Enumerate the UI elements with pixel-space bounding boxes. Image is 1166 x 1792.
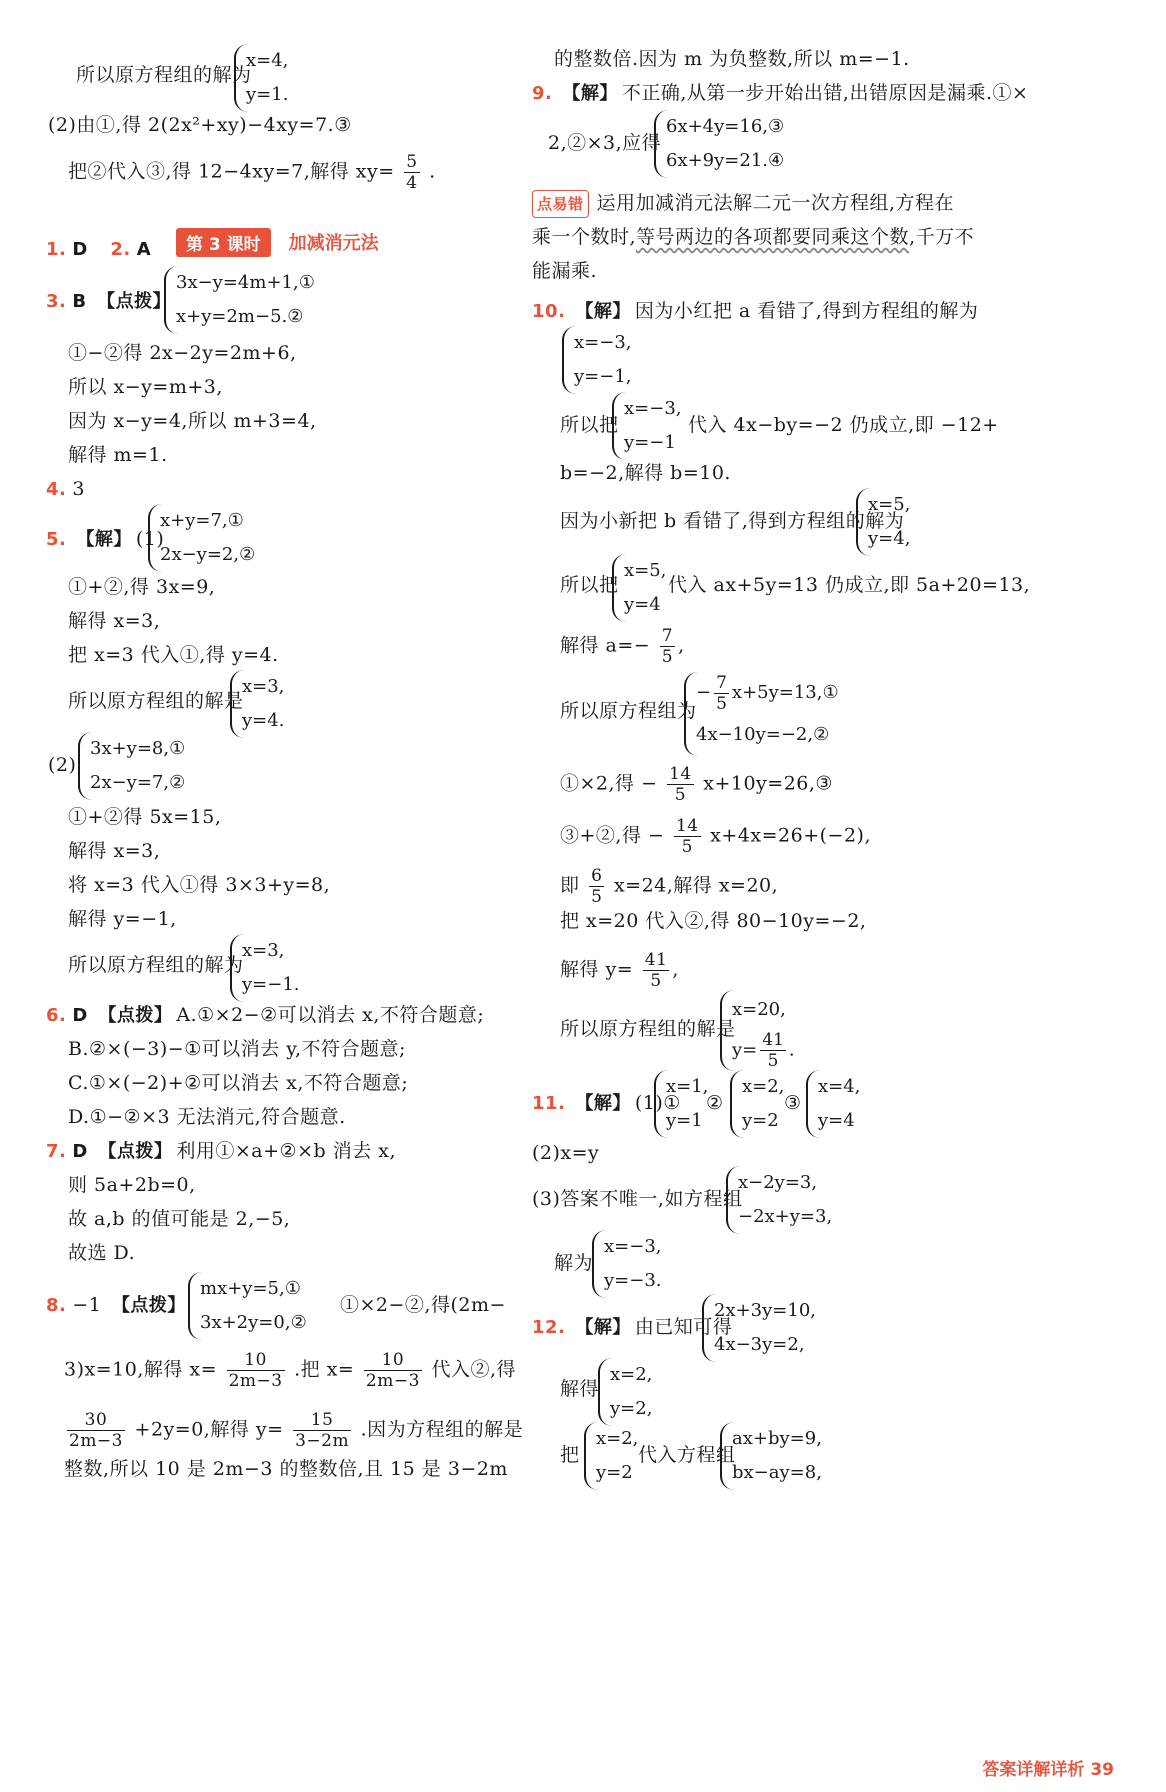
- equation-system: x+y=7,① 2x−y=2,②: [148, 504, 255, 572]
- fraction: $\frac{10}{2m-3}$: [228, 1350, 283, 1391]
- equation-system: x=−3, y=−1,: [562, 326, 632, 394]
- equation-system: x=4, y=4: [806, 1070, 860, 1138]
- question-4: 4. 3: [46, 478, 85, 500]
- text-line: $\frac{30}{2m-3}$ +2y=0,解得 y= $\frac{15}{3-2m}$ .因为方程组的解是: [69, 1410, 524, 1451]
- text-line: 把 x=20 代入②,得 80−10y=−2,: [560, 910, 867, 932]
- text-line: 能漏乘.: [532, 260, 598, 282]
- text-line: ①−②得 2x−2y=2m+6,: [68, 342, 297, 364]
- fraction: $\frac{10}{2m-3}$: [365, 1350, 420, 1391]
- text-line: 故 a,b 的值可能是 2,−5,: [68, 1208, 291, 1230]
- equation: y=1.: [246, 84, 289, 105]
- question-3: 3. B 【点拨】: [46, 291, 172, 312]
- question-5: 5. 【解】 (1): [46, 528, 165, 550]
- text-line: 所以把: [560, 574, 619, 596]
- text-line: 把: [560, 1444, 580, 1466]
- text-line: 所以原方程组的解是: [560, 1018, 736, 1040]
- text-line: 整数,所以 10 是 2m−3 的整数倍,且 15 是 3−2m: [64, 1458, 508, 1480]
- fraction: $\frac{30}{2m-3}$: [69, 1410, 123, 1451]
- text-line: 把 x=3 代入①,得 y=4.: [68, 644, 279, 666]
- page-footer: 答案详解详析 39: [982, 1760, 1114, 1780]
- text-line: 代入 ax+5y=13 仍成立,即 5a+20=13,: [668, 574, 1031, 596]
- fraction: $\frac{41}{5}$: [644, 950, 668, 991]
- text-line: 解得: [560, 1378, 600, 1400]
- fraction: $\frac{15}{3-2m}$: [295, 1410, 350, 1451]
- text-line: 解得 x=3,: [68, 610, 161, 632]
- equation-system: x=−3, y=−3.: [592, 1230, 662, 1298]
- equation-system: 6x+4y=16,③ 6x+9y=21.④: [654, 110, 784, 178]
- equation-system: x=2, y=2: [584, 1422, 638, 1490]
- text-line: 所以原方程组的解是: [68, 690, 244, 712]
- equation-system: 3x−y=4m+1,① x+y=2m−5.②: [164, 266, 315, 334]
- text-line: ①×2,得 − $\frac{14}{5}$ x+10y=26,③: [560, 764, 833, 805]
- text-line: b=−2,解得 b=10.: [560, 462, 731, 484]
- text-line: C.①×(−2)+②可以消去 x,不符合题意;: [68, 1072, 409, 1094]
- text-line: 则 5a+2b=0,: [68, 1174, 196, 1196]
- question-7: 7. D 【点拨】 利用①×a+②×b 消去 x,: [46, 1140, 396, 1162]
- equation-system: x=2, y=2: [730, 1070, 784, 1138]
- fraction: $\frac{14}{5}$: [669, 764, 692, 805]
- equation-system: x=5, y=4: [612, 554, 666, 622]
- text-line: 即 $\frac{6}{5}$ x=24,解得 x=20,: [560, 866, 779, 907]
- text-line: 乘一个数时,等号两边的各项都要同乘这个数,千万不: [532, 226, 975, 248]
- equation-system: − $\frac{7}{5}$ x+5y=13,① 4x−10y=−2,②: [684, 672, 839, 756]
- text-line: 解得 x=3,: [68, 840, 161, 862]
- equation-system: x−2y=3, −2x+y=3,: [726, 1166, 832, 1234]
- text-line: 因为小新把 b 看错了,得到方程组的解为: [560, 510, 905, 532]
- equation-system: 3x+y=8,① 2x−y=7,②: [78, 732, 185, 800]
- text-line: (2)x=y: [532, 1142, 600, 1164]
- text-line: 所以 x−y=m+3,: [68, 376, 223, 398]
- question-1-2: 1. D 2. A: [46, 239, 152, 260]
- text-line: 把②代入③,得 12−4xy=7,解得 xy= $\frac{5}{4}$ .: [68, 152, 436, 193]
- equation-system: ax+by=9, bx−ay=8,: [720, 1422, 822, 1490]
- warning-icon: 点易错: [532, 190, 589, 218]
- question-6: 6. D 【点拨】 A.①×2−②可以消去 x,不符合题意;: [46, 1004, 485, 1026]
- text-line: 解得 m=1.: [68, 444, 168, 466]
- equation-system: x=3, y=−1.: [230, 934, 300, 1002]
- question-12: 12. 【解】 由已知可得: [532, 1316, 733, 1338]
- equation-system: [234, 44, 288, 112]
- text-line: 3)x=10,解得 x= $\frac{10}{2m-3}$ .把 x= $\frac{10}{2m-3}$ 代入②,得: [64, 1350, 516, 1391]
- equation-system: x=5, y=4,: [856, 488, 910, 556]
- lesson-topic: 加减消元法: [288, 233, 379, 254]
- question-9: 9. 【解】 不正确,从第一步开始出错,出错原因是漏乘.①×: [532, 82, 1029, 104]
- text-line: 将 x=3 代入①得 3×3+y=8,: [68, 874, 331, 896]
- text-line: 解得 a=− $\frac{7}{5}$ ,: [560, 626, 685, 667]
- text-line: (2)由①,得 2(2x²+xy)−4xy=7.③: [48, 114, 352, 136]
- text-line: ①×2−②,得(2m−: [340, 1294, 506, 1316]
- text-line: ②: [706, 1092, 724, 1114]
- text-line: 解为: [554, 1252, 594, 1274]
- text-line: (2): [48, 754, 77, 776]
- lesson-banner: [176, 228, 379, 256]
- equation-system: 2x+3y=10, 4x−3y=2,: [702, 1294, 816, 1362]
- fraction: $\frac{6}{5}$: [591, 866, 603, 907]
- text: 把②代入③,得 12−4xy=7,解得 xy=: [68, 160, 395, 183]
- equation-system: x=−3, y=−1: [612, 392, 682, 460]
- equation-system: x=2, y=2,: [598, 1358, 652, 1426]
- equation-system: x=20, y= $\frac{41}{5}$ .: [720, 990, 795, 1071]
- text-line: 所以把: [560, 414, 619, 436]
- fraction: $\frac{14}{5}$: [675, 816, 699, 857]
- text-line: 代入 4x−by=−2 仍成立,即 −12+: [688, 414, 999, 436]
- text-line: ①+②,得 3x=9,: [68, 576, 216, 598]
- lesson-label: 第 3 课时: [176, 228, 271, 257]
- fraction: $\frac{7}{5}$: [661, 626, 674, 667]
- text-line: 解得 y=−1,: [68, 908, 177, 930]
- text-line: ③: [784, 1092, 802, 1114]
- fraction: $\frac{7}{5}$: [716, 672, 727, 714]
- text-line: (3)答案不唯一,如方程组: [532, 1188, 743, 1210]
- text-line: 所以原方程组的解为: [68, 954, 244, 976]
- fraction: $\frac{41}{5}$: [762, 1030, 784, 1071]
- easy-mistake-note: 点易错 运用加减消元法解二元一次方程组,方程在: [532, 190, 954, 218]
- fraction: $\frac{5}{4}$: [406, 152, 418, 193]
- text-line: 2,②×3,应得: [548, 132, 662, 154]
- text-line: 所以原方程组的解为: [76, 64, 252, 86]
- text-line: 的整数倍.因为 m 为负整数,所以 m=−1.: [554, 48, 910, 70]
- text-line: 代入方程组: [638, 1444, 736, 1466]
- text-line: 因为 x−y=4,所以 m+3=4,: [68, 410, 317, 432]
- text-line: B.②×(−3)−①可以消去 y,不符合题意;: [68, 1038, 406, 1060]
- text-line: 故选 D.: [68, 1242, 136, 1264]
- text-line: ③+②,得 − $\frac{14}{5}$ x+4x=26+(−2),: [560, 816, 871, 857]
- text-line: D.①−②×3 无法消元,符合题意.: [68, 1106, 346, 1128]
- question-10: 10. 【解】 因为小红把 a 看错了,得到方程组的解为: [532, 300, 979, 322]
- equation: x=4,: [246, 50, 289, 71]
- text-line: ①+②得 5x=15,: [68, 806, 222, 828]
- text-line: 所以原方程组为: [560, 700, 697, 722]
- equation-system: mx+y=5,① 3x+2y=0,②: [188, 1272, 307, 1340]
- question-8: 8. −1 【点拨】: [46, 1294, 186, 1316]
- text-line: 解得 y= $\frac{41}{5}$ ,: [560, 950, 679, 991]
- equation-system: x=1, y=1: [654, 1070, 708, 1138]
- question-11: 11. 【解】 (1)①: [532, 1092, 681, 1114]
- equation-system: x=3, y=4.: [230, 670, 284, 738]
